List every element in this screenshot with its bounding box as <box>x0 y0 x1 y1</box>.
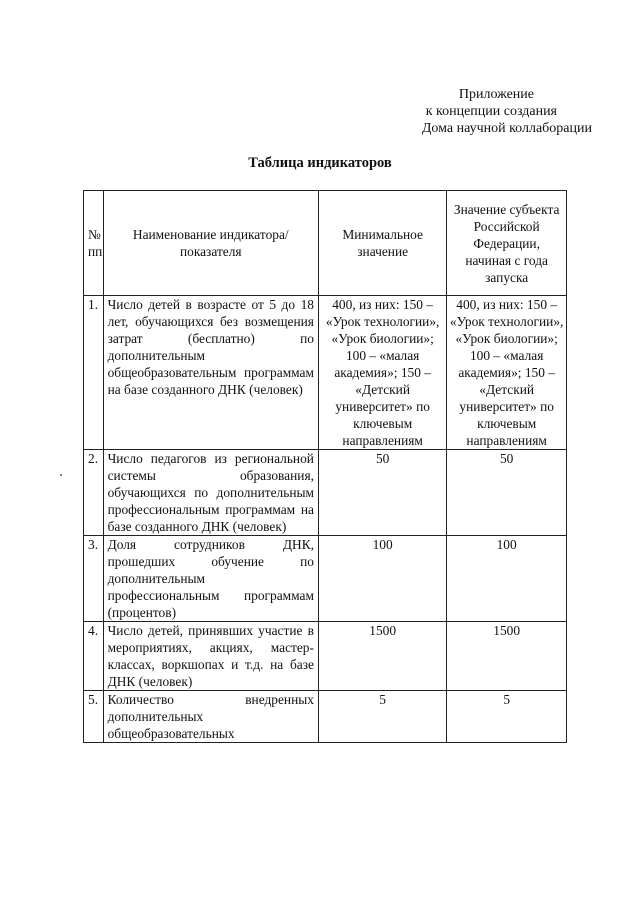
row-2-num: 2. <box>84 450 104 536</box>
row-3-name: Доля сотрудников ДНК, прошедших обучение по дополнительным профессиональным программам (процентов) <box>103 536 318 622</box>
table-header-row <box>84 191 567 296</box>
row-2-name: Число педагогов из региональной системы образования, обучающихся по дополнительным профессиональным программам на базе созданного ДНК (человек) <box>103 450 318 536</box>
row-2-value: 50 <box>447 450 567 536</box>
table-row <box>84 691 567 743</box>
row-4-name: Число детей, принявших участие в мероприятиях, акциях, мастер-классах, воркшопах и т.д. на базе ДНК (человек) <box>103 622 318 691</box>
appendix-line-1: Приложение <box>458 87 534 102</box>
header-value: Значение субъекта Российской Федерации, начиная с года запуска <box>447 191 567 296</box>
row-5-min: 5 <box>318 691 446 743</box>
appendix-line-3: Дома научной коллаборации <box>421 121 592 136</box>
header-min: Минимальное значение <box>318 191 446 296</box>
row-3-min: 100 <box>318 536 446 622</box>
row-1-num: 1. <box>84 296 104 450</box>
row-4-num: 4. <box>84 622 104 691</box>
row-1-value: 400, из них: 150 – «Урок технологии», «Урок биологии»; 100 – «малая академия»; 150 – «Детский университет» по ключевым направлениям <box>447 296 567 450</box>
table-row <box>84 450 567 536</box>
row-5-value: 5 <box>447 691 567 743</box>
row-3-num: 3. <box>84 536 104 622</box>
indicators-table <box>83 190 567 743</box>
table-title: Таблица индикаторов <box>248 155 392 171</box>
table-row <box>84 296 567 450</box>
header-name: Наименование индикатора/показателя <box>103 191 318 296</box>
table-row <box>84 622 567 691</box>
appendix-line-2: к концепции создания <box>425 104 557 119</box>
scan-speck <box>60 474 62 476</box>
row-5-num: 5. <box>84 691 104 743</box>
row-2-min: 50 <box>318 450 446 536</box>
row-5-name: Количество внедренных дополнительных общеобразовательных <box>103 691 318 743</box>
row-1-name: Число детей в возрасте от 5 до 18 лет, обучающихся без возмещения затрат (бесплатно) по дополнительным общеобразовательным программам на базе созданного ДНК (человек) <box>103 296 318 450</box>
row-3-value: 100 <box>447 536 567 622</box>
row-4-value: 1500 <box>447 622 567 691</box>
table-row <box>84 536 567 622</box>
appendix-note <box>330 86 592 137</box>
row-1-min: 400, из них: 150 – «Урок технологии», «Урок биологии»; 100 – «малая академия»; 150 – «Детский университет» по ключевым направлениям <box>318 296 446 450</box>
row-4-min: 1500 <box>318 622 446 691</box>
header-num: № пп <box>84 191 104 296</box>
